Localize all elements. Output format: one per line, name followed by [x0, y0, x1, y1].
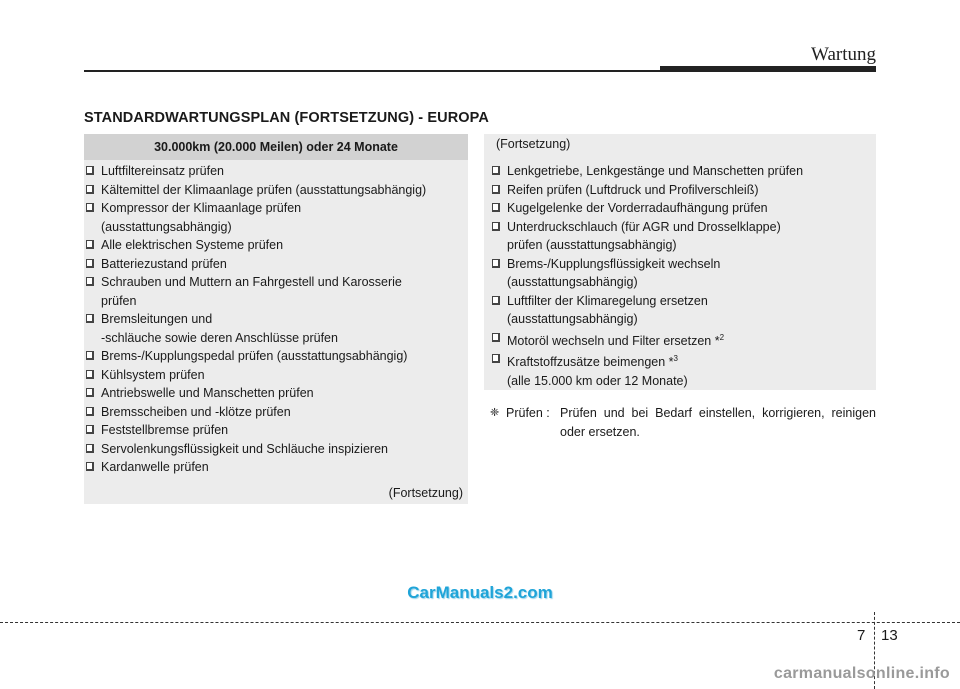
list-item-text: Kühlsystem prüfen [101, 367, 205, 382]
header-rule-bold [660, 66, 876, 72]
list-item [490, 236, 874, 255]
list-item [84, 403, 468, 422]
list-item-text: Feststellbremse prüfen [101, 423, 229, 437]
list-item-text: Brems-/Kupplungspedal prüfen (ausstattungsabhängig) [101, 349, 408, 363]
chapter-number: 7 [857, 627, 866, 644]
watermark-logo: CarManuals2.com [407, 583, 553, 602]
checkbox-icon [86, 314, 94, 323]
note-symbol: ❈ [490, 407, 500, 419]
list-item [84, 292, 468, 311]
checkbox-icon [86, 166, 94, 175]
list-item-text: Luftfiltereinsatz prüfen [101, 164, 224, 178]
list-item [84, 440, 468, 459]
checkbox-icon [86, 370, 94, 379]
list-item [490, 310, 874, 329]
list-item-text: Reifen prüfen (Luftdruck und Profilverschleiß) [507, 182, 759, 197]
checkbox-icon [492, 354, 500, 363]
list-item-text: Lenkgetriebe, Lenkgestänge und Manschetten prüfen [507, 164, 804, 178]
list-item [84, 273, 468, 292]
section-header: Wartung [811, 44, 876, 65]
list-item-text: Kardanwelle prüfen [101, 460, 209, 474]
list-item-text: (alle 15.000 km oder 12 Monate) [507, 373, 688, 388]
checkbox-icon [86, 388, 94, 397]
footnote-ref: 2 [719, 332, 725, 342]
footer-rule [0, 622, 960, 623]
list-item [490, 255, 874, 274]
list-item [490, 199, 874, 218]
list-item-text: Luftfilter der Klimaregelung ersetzen [507, 293, 708, 308]
list-item [84, 236, 468, 255]
checkbox-icon [492, 203, 500, 212]
list-item [84, 384, 468, 403]
list-item-text: (ausstattungsabhängig) [101, 219, 232, 234]
checkbox-icon [86, 407, 94, 416]
checkbox-icon [86, 259, 94, 268]
maintenance-table-left [84, 134, 468, 504]
list-item [490, 329, 874, 351]
maintenance-list-left [84, 162, 468, 477]
checkbox-icon [86, 462, 94, 471]
list-item [490, 218, 874, 237]
page-title: STANDARDWARTUNGSPLAN (FORTSETZUNG) - EUROPA [84, 110, 489, 126]
footnote-ref: 3 [673, 354, 678, 364]
list-item [84, 255, 468, 274]
list-item-text: Servolenkungsflüssigkeit und Schläuche inspizieren [101, 441, 388, 456]
list-item [84, 199, 468, 218]
continued-label: (Fortsetzung) [388, 486, 463, 500]
list-item-text: prüfen [101, 293, 137, 308]
header-rule [84, 70, 660, 72]
list-item [490, 162, 874, 181]
interval-heading: 30.000km (20.000 Meilen) oder 24 Monate [84, 134, 468, 160]
list-item-text: Kugelgelenke der Vorderradaufhängung prüfen [507, 201, 768, 215]
checkbox-icon [492, 259, 500, 268]
list-item-text: Unterdruckschlauch (für AGR und Drosselklappe) [507, 219, 781, 234]
checkbox-icon [492, 185, 500, 194]
note-term: Prüfen : [506, 406, 550, 420]
list-item [84, 310, 468, 329]
checkbox-icon [86, 240, 94, 249]
page-number: 13 [881, 627, 898, 644]
list-item [490, 292, 874, 311]
footer-site-text: carmanualsonline.info [773, 665, 950, 682]
list-item [490, 273, 874, 292]
list-item-text: Motoröl wechseln und Filter ersetzen * [507, 333, 720, 348]
list-item [84, 218, 468, 237]
maintenance-table-right [484, 134, 876, 390]
list-item-text: Batteriezustand prüfen [101, 256, 227, 271]
list-item-text: Kältemittel der Klimaanlage prüfen (ausstattungsabhängig) [101, 182, 427, 197]
list-item-text: Bremsscheiben und -klötze prüfen [101, 404, 291, 419]
list-item [84, 421, 468, 440]
list-item [84, 181, 468, 200]
checkbox-icon [492, 166, 500, 175]
maintenance-list-right [490, 162, 874, 390]
list-item [490, 181, 874, 200]
checkbox-icon [492, 222, 500, 231]
list-item [84, 458, 468, 477]
list-item [490, 372, 874, 391]
list-item-text: Kompressor der Klimaanlage prüfen [101, 201, 302, 215]
checkbox-icon [86, 444, 94, 453]
checkbox-icon [86, 185, 94, 194]
checkbox-icon [86, 277, 94, 286]
list-item [84, 329, 468, 348]
list-item-text: (ausstattungsabhängig) [507, 312, 638, 326]
note-text: Prüfen und bei Bedarf einstellen, korrigieren, reinigen oder ersetzen. [560, 406, 876, 439]
list-item-text: Brems-/Kupplungsflüssigkeit wechseln [507, 256, 721, 271]
list-item [84, 347, 468, 366]
checkbox-icon [86, 351, 94, 360]
checkbox-icon [492, 296, 500, 305]
list-item-text: (ausstattungsabhängig) [507, 275, 638, 289]
checkbox-icon [86, 203, 94, 212]
list-item [84, 162, 468, 181]
list-item-text: Kraftstoffzusätze beimengen * [507, 355, 674, 370]
list-item [490, 350, 874, 372]
list-item [84, 366, 468, 385]
continued-label: (Fortsetzung) [496, 137, 571, 151]
checkbox-icon [86, 425, 94, 434]
list-item-text: -schläuche sowie deren Anschlüsse prüfen [101, 330, 338, 345]
list-item-text: Alle elektrischen Systeme prüfen [101, 238, 284, 252]
list-item-text: Bremsleitungen und [101, 312, 213, 326]
list-item-text: Schrauben und Muttern an Fahrgestell und Karosserie [101, 275, 402, 289]
list-item-text: prüfen (ausstattungsabhängig) [507, 238, 677, 252]
checkbox-icon [492, 333, 500, 342]
list-item-text: Antriebswelle und Manschetten prüfen [101, 386, 314, 400]
